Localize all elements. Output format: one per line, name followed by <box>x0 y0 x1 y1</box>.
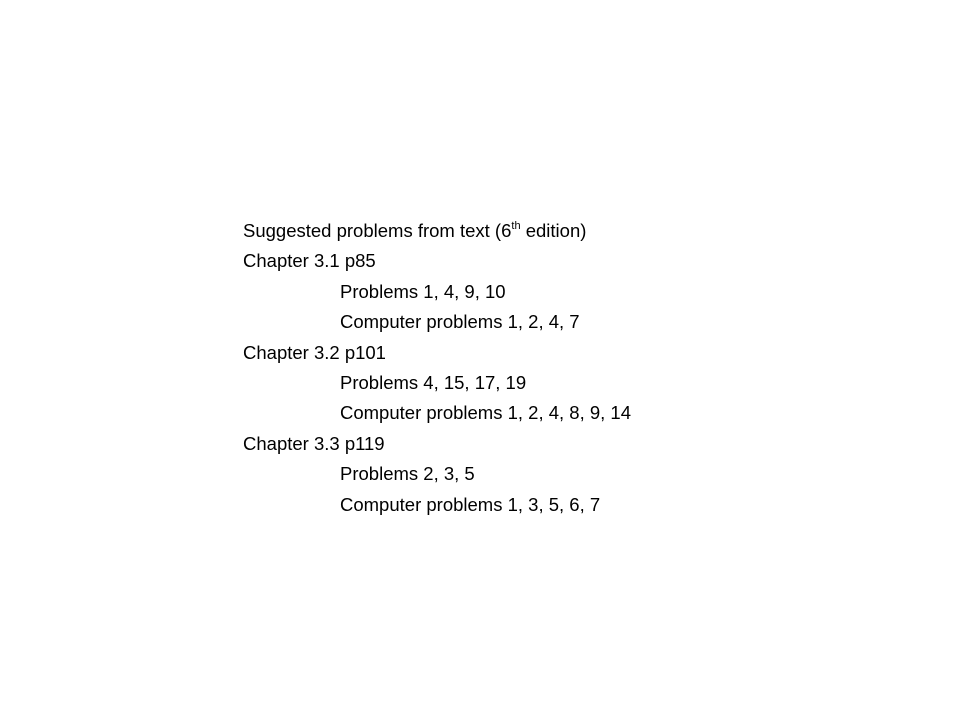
chapter-computer-problems: Computer problems 1, 2, 4, 8, 9, 14 <box>340 402 632 424</box>
chapter-problems: Problems 4, 15, 17, 19 <box>340 372 527 394</box>
slide-body <box>243 216 843 520</box>
chapter-problems: Problems 2, 3, 5 <box>340 463 475 485</box>
chapter-title: Chapter 3.1 p85 <box>243 250 376 272</box>
heading-superscript: th <box>511 219 521 232</box>
heading-text-end: edition) <box>520 220 587 241</box>
heading-text: Suggested problems from text (6 <box>243 220 512 241</box>
chapter-title: Chapter 3.3 p119 <box>243 432 385 454</box>
chapter-computer-problems: Computer problems 1, 2, 4, 7 <box>340 311 580 333</box>
chapter-title: Chapter 3.2 p101 <box>243 341 386 363</box>
chapter-computer-problems: Computer problems 1, 3, 5, 6, 7 <box>340 493 601 515</box>
heading <box>243 216 843 246</box>
chapter-problems: Problems 1, 4, 9, 10 <box>340 280 506 302</box>
